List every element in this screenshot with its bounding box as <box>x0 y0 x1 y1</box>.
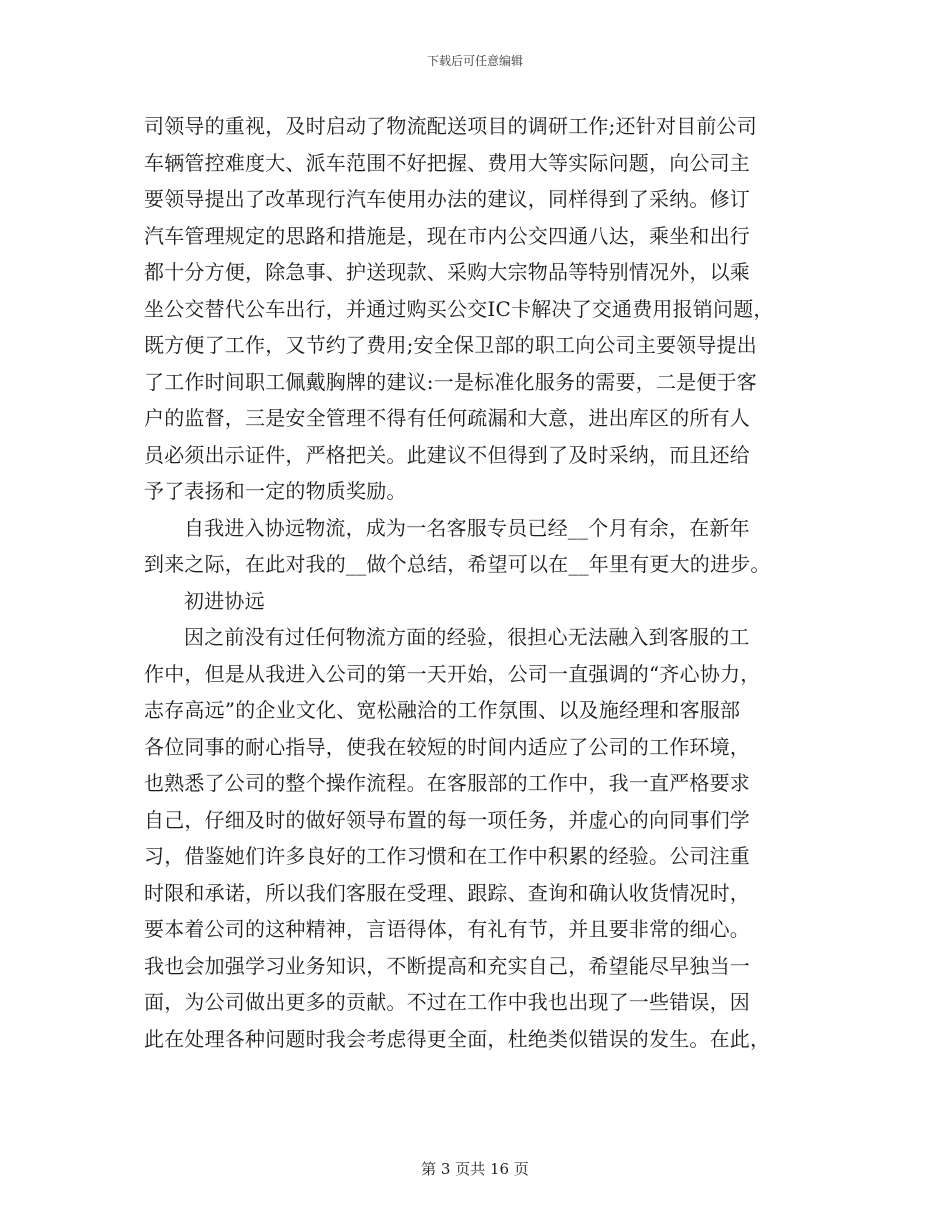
text-line: 面，为公司做出更多的贡献。不过在工作中我也出现了一些错误，因 <box>144 990 750 1014</box>
text-line: 到来之际，在此对我的__做个总结，希望可以在__年里有更大的进步。 <box>144 552 771 576</box>
text-line: 予了表扬和一定的物质奖励。 <box>144 479 407 503</box>
text-line: 既方便了工作，又节约了费用;安全保卫部的职工向公司主要领导提出 <box>144 333 757 357</box>
text-line: 员必须出示证件，严格把关。此建议不但得到了及时采纳，而且还给 <box>144 442 750 467</box>
document-body <box>144 108 824 1057</box>
text-line: 时限和承诺，所以我们客服在受理、跟踪、查询和确认收货情况时， <box>144 880 750 905</box>
text-line: 我也会加强学习业务知识，不断提高和充实自己，希望能尽早独当一 <box>144 953 750 978</box>
text-line: 都十分方便，除急事、护送现款、采购大宗物品等特别情况外，以乘 <box>144 260 750 284</box>
text-line: 作中，但是从我进入公司的第一天开始，公司一直强调的“齐心协力， <box>144 661 761 686</box>
page-number: 第 3 页共 16 页 <box>421 1160 529 1178</box>
text-line: 要领导提出了改革现行汽车使用办法的建议，同样得到了采纳。修订 <box>144 187 750 211</box>
text-line: 志存高远”的企业文化、宽松融洽的工作氛围、以及施经理和客服部 <box>144 698 741 722</box>
text-line: 要本着公司的这种精神，言语得体，有礼有节，并且要非常的细心。 <box>144 917 750 941</box>
paragraph-start-line: 因之前没有过任何物流方面的经验，很担心无法融入到客服的工 <box>184 625 750 649</box>
text-line: 车辆管控难度大、派车范围不好把握、费用大等实际问题，向公司主 <box>144 150 750 175</box>
text-line: 自己，仔细及时的做好领导布置的每一项任务，并虚心的向同事们学 <box>144 807 750 832</box>
text-line: 此在处理各种问题时我会考虑得更全面，杜绝类似错误的发生。在此， <box>144 1026 771 1051</box>
section-heading: 初进协远 <box>184 588 265 613</box>
paragraph-start-line: 自我进入协远物流，成为一名客服专员已经__个月有余，在新年 <box>184 515 750 540</box>
text-line: 各位同事的耐心指导，使我在较短的时间内适应了公司的工作环境， <box>144 734 750 759</box>
text-line: 汽车管理规定的思路和措施是，现在市内公交四通八达，乘坐和出行 <box>144 223 750 248</box>
text-line: 了工作时间职工佩戴胸牌的建议:一是标准化服务的需要，二是便于客 <box>144 369 757 394</box>
text-line: 户的监督，三是安全管理不得有任何疏漏和大意，进出库区的所有人 <box>144 406 750 430</box>
text-line: 习，借鉴她们许多良好的工作习惯和在工作中积累的经验。公司注重 <box>144 844 750 868</box>
text-line: 坐公交替代公车出行，并通过购买公交IC卡解决了交通费用报销问题， <box>144 296 774 321</box>
page-header-note: 下载后可任意编辑 <box>426 54 523 68</box>
text-line: 司领导的重视，及时启动了物流配送项目的调研工作;还针对目前公司 <box>144 114 757 138</box>
text-line: 也熟悉了公司的整个操作流程。在客服部的工作中，我一直严格要求 <box>144 771 750 795</box>
